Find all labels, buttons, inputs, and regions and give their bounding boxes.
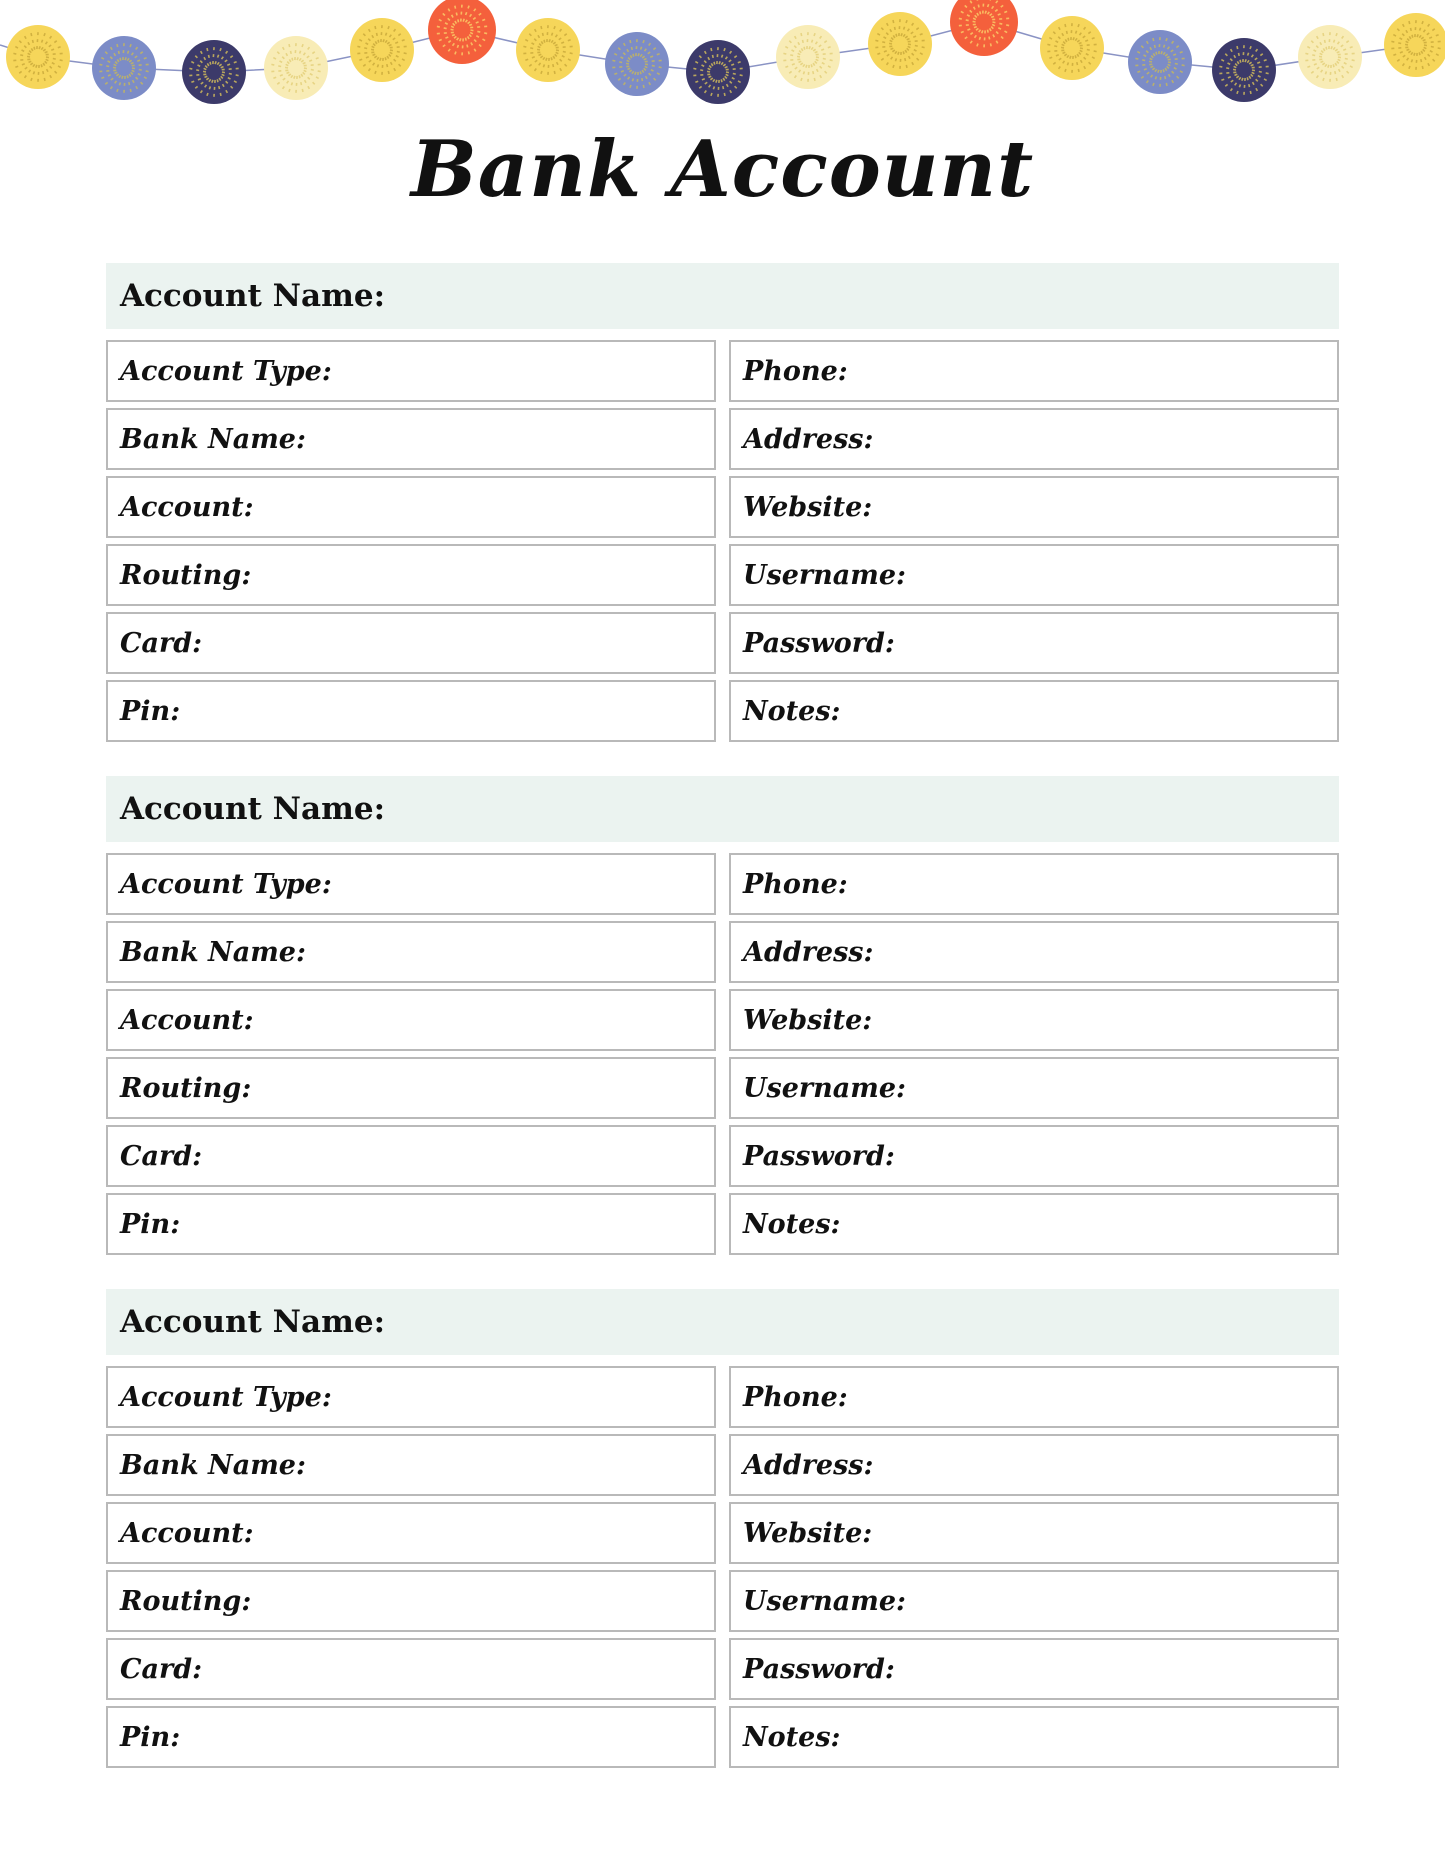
account-name-header[interactable]: [106, 1289, 1339, 1355]
routing-field[interactable]: [106, 1570, 716, 1632]
field-label: Card:: [120, 1140, 203, 1172]
username-field[interactable]: [729, 544, 1339, 606]
routing-field[interactable]: [106, 1057, 716, 1119]
field-label: Website:: [743, 491, 873, 523]
pompom-periwinkle: [1128, 30, 1192, 94]
pompom-orange: [428, 0, 496, 64]
routing-field[interactable]: [106, 544, 716, 606]
account-section-3: [106, 1289, 1339, 1768]
field-label: Username:: [743, 1585, 906, 1617]
field-label: Username:: [743, 559, 906, 591]
account-fields-grid: [106, 340, 1339, 742]
field-label: Notes:: [743, 1721, 841, 1753]
address-field[interactable]: [729, 921, 1339, 983]
field-label: Card:: [120, 1653, 203, 1685]
password-field[interactable]: [729, 1125, 1339, 1187]
field-label: Phone:: [743, 355, 848, 387]
account-name-label: Account Name:: [120, 278, 386, 314]
account-section-2: [106, 776, 1339, 1255]
phone-field[interactable]: [729, 1366, 1339, 1428]
pompoms-group: [6, 0, 1445, 104]
account-type-field[interactable]: [106, 340, 716, 402]
account-number-field[interactable]: [106, 476, 716, 538]
field-label: Phone:: [743, 1381, 848, 1413]
pompom-navy: [182, 40, 246, 104]
username-field[interactable]: [729, 1057, 1339, 1119]
pompom-cream: [776, 25, 840, 89]
notes-field[interactable]: [729, 1706, 1339, 1768]
bank-name-field[interactable]: [106, 1434, 716, 1496]
card-field[interactable]: [106, 1638, 716, 1700]
bank-name-field[interactable]: [106, 408, 716, 470]
account-section-1: [106, 263, 1339, 742]
phone-field[interactable]: [729, 853, 1339, 915]
field-label: Notes:: [743, 695, 841, 727]
pompom-periwinkle: [605, 32, 669, 96]
field-label: Address:: [743, 1449, 874, 1481]
account-number-field[interactable]: [106, 989, 716, 1051]
field-label: Address:: [743, 423, 874, 455]
pompom-yellow: [516, 18, 580, 82]
pompom-yellow: [868, 12, 932, 76]
pompom-navy: [1212, 38, 1276, 102]
account-number-field[interactable]: [106, 1502, 716, 1564]
field-label: Pin:: [120, 1721, 181, 1753]
account-fields-grid: [106, 853, 1339, 1255]
field-label: Website:: [743, 1004, 873, 1036]
pin-field[interactable]: [106, 1193, 716, 1255]
field-label: Password:: [743, 627, 895, 659]
field-label: Username:: [743, 1072, 906, 1104]
field-label: Password:: [743, 1140, 895, 1172]
card-field[interactable]: [106, 612, 716, 674]
pompom-cream: [264, 36, 328, 100]
pompom-yellow: [6, 25, 70, 89]
address-field[interactable]: [729, 408, 1339, 470]
pompom-periwinkle: [92, 36, 156, 100]
pin-field[interactable]: [106, 1706, 716, 1768]
field-label: Routing:: [120, 1585, 252, 1617]
pompom-yellow: [350, 18, 414, 82]
field-label: Card:: [120, 627, 203, 659]
field-label: Bank Name:: [120, 423, 306, 455]
card-field[interactable]: [106, 1125, 716, 1187]
address-field[interactable]: [729, 1434, 1339, 1496]
pompom-yellow: [1040, 16, 1104, 80]
phone-field[interactable]: [729, 340, 1339, 402]
field-label: Phone:: [743, 868, 848, 900]
field-label: Routing:: [120, 559, 252, 591]
field-label: Pin:: [120, 1208, 181, 1240]
password-field[interactable]: [729, 1638, 1339, 1700]
page-title: Bank Account: [410, 124, 1035, 215]
bank-name-field[interactable]: [106, 921, 716, 983]
pompom-yellow: [1384, 13, 1445, 77]
account-name-header[interactable]: [106, 776, 1339, 842]
field-label: Account:: [120, 1004, 254, 1036]
field-label: Bank Name:: [120, 1449, 306, 1481]
field-label: Notes:: [743, 1208, 841, 1240]
field-label: Routing:: [120, 1072, 252, 1104]
field-label: Account Type:: [120, 1381, 332, 1413]
pompom-garland: [0, 0, 1445, 120]
pin-field[interactable]: [106, 680, 716, 742]
field-label: Account Type:: [120, 355, 332, 387]
account-type-field[interactable]: [106, 1366, 716, 1428]
website-field[interactable]: [729, 989, 1339, 1051]
account-fields-grid: [106, 1366, 1339, 1768]
account-type-field[interactable]: [106, 853, 716, 915]
notes-field[interactable]: [729, 680, 1339, 742]
username-field[interactable]: [729, 1570, 1339, 1632]
notes-field[interactable]: [729, 1193, 1339, 1255]
pompom-cream: [1298, 25, 1362, 89]
field-label: Account:: [120, 491, 254, 523]
account-name-header[interactable]: [106, 263, 1339, 329]
field-label: Address:: [743, 936, 874, 968]
field-label: Pin:: [120, 695, 181, 727]
field-label: Password:: [743, 1653, 895, 1685]
field-label: Bank Name:: [120, 936, 306, 968]
password-field[interactable]: [729, 612, 1339, 674]
field-label: Account Type:: [120, 868, 332, 900]
pompom-navy: [686, 40, 750, 104]
account-sections: [106, 263, 1339, 1802]
website-field[interactable]: [729, 1502, 1339, 1564]
pompom-orange: [950, 0, 1018, 56]
field-label: Website:: [743, 1517, 873, 1549]
website-field[interactable]: [729, 476, 1339, 538]
account-name-label: Account Name:: [120, 1304, 386, 1340]
account-name-label: Account Name:: [120, 791, 386, 827]
field-label: Account:: [120, 1517, 254, 1549]
